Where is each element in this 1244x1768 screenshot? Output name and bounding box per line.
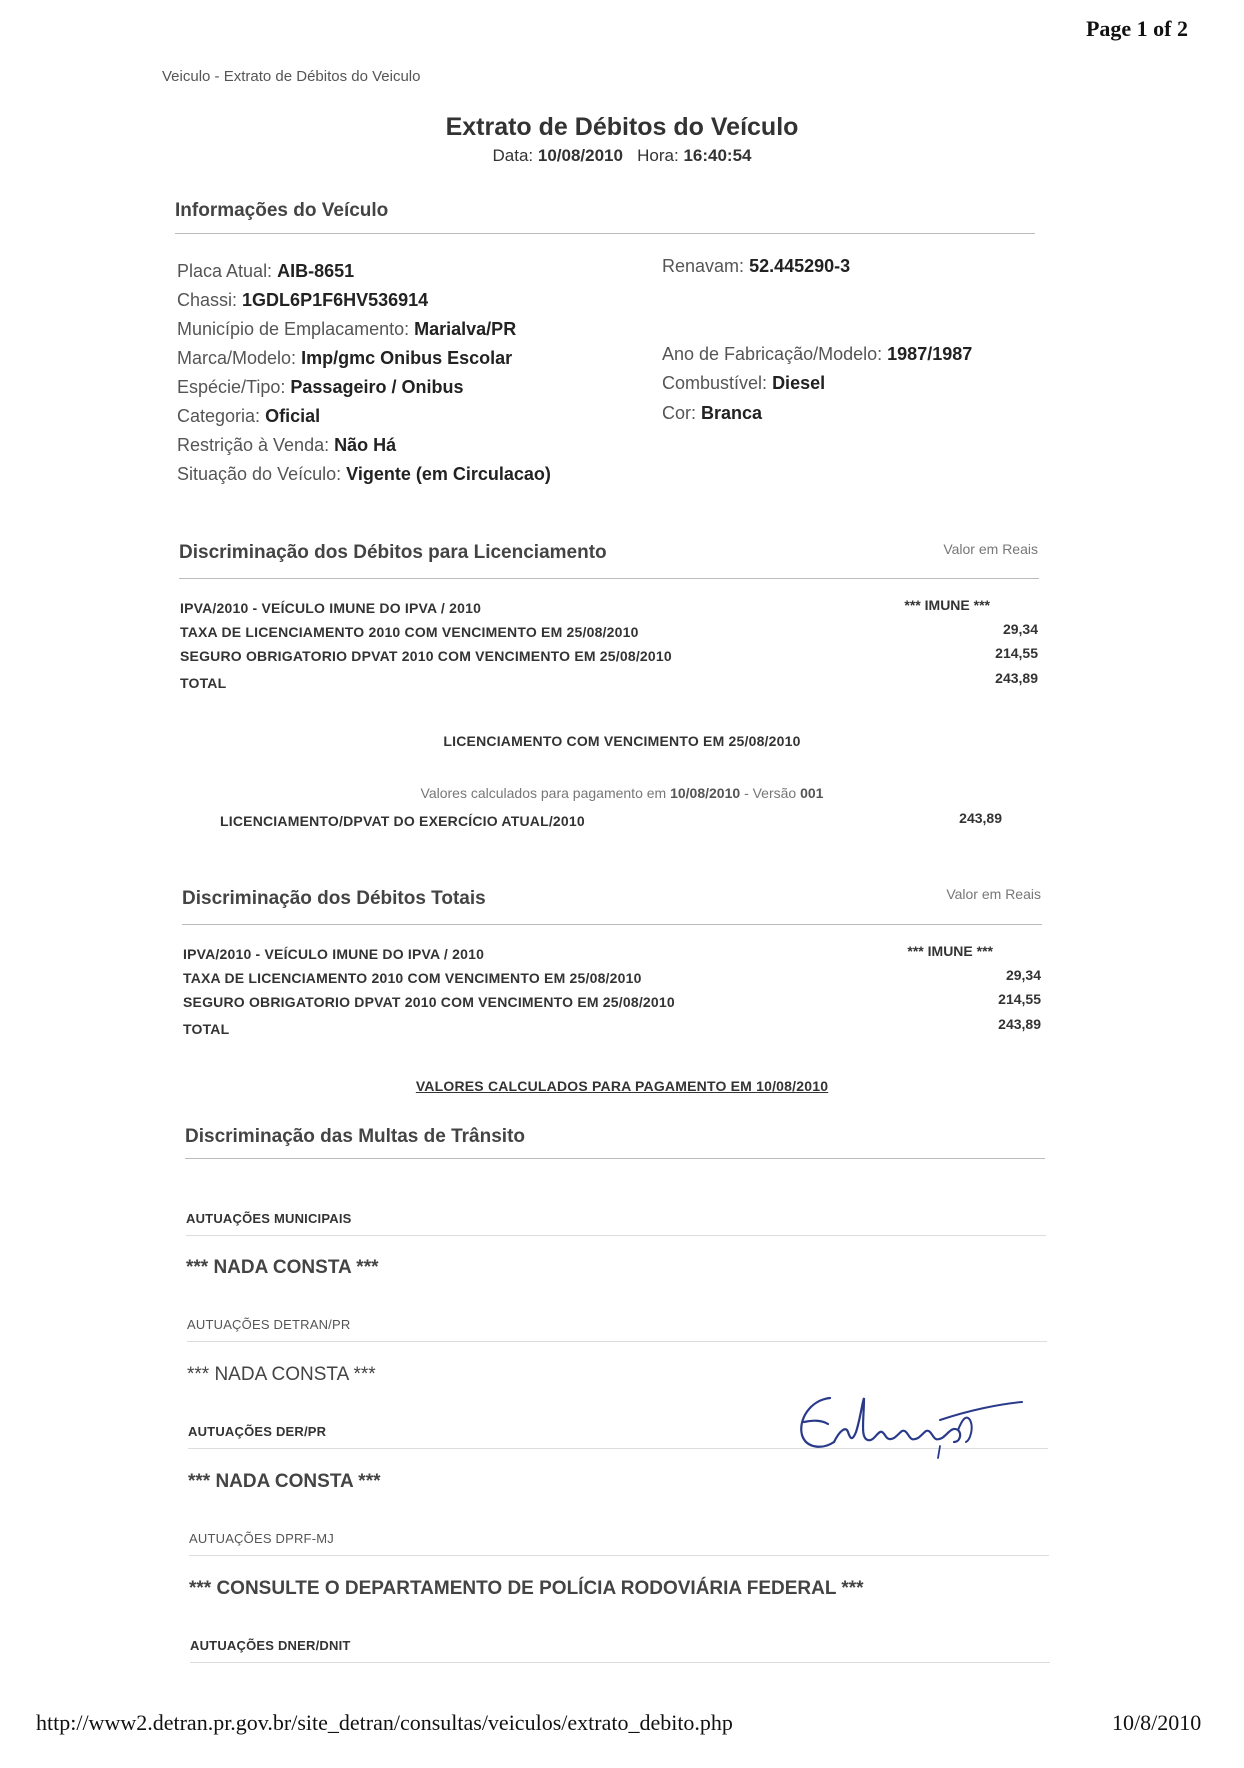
placa-field [177,261,354,282]
divider [189,1555,1049,1556]
combustivel-value: Diesel [772,373,826,393]
cor-value: Branca [701,403,763,423]
calc-note-suffix: - Versão [744,785,797,801]
combustivel-label: Combustível: [662,373,768,393]
divider [187,1341,1047,1342]
page-indicator: Page 1 of 2 [1085,16,1188,41]
date-label: Data: [492,146,534,165]
valor-em-reais-label: Valor em Reais [943,541,1038,557]
marca-label: Marca/Modelo: [177,348,297,368]
categoria-field [177,406,320,427]
table-row-desc: TOTAL [183,1021,230,1037]
restricao-field [177,435,396,456]
autuacoes-detran-label: AUTUAÇÕES DETRAN/PR [187,1317,351,1332]
renavam-field [662,256,850,277]
categoria-label: Categoria: [177,406,261,426]
exercicio-value: 243,89 [959,810,1002,826]
renavam-label: Renavam: [662,256,745,276]
divider [182,924,1042,925]
municipio-label: Município de Emplacamento: [177,319,410,339]
licenciamento-section-title: Discriminação dos Débitos para Licenciamento [179,542,607,563]
date-value: 10/08/2010 [537,146,623,165]
divider [175,233,1035,234]
table-row-value: *** IMUNE *** [904,597,990,613]
restricao-label: Restrição à Venda: [177,435,330,455]
renavam-value: 52.445290-3 [749,256,851,276]
autuacoes-dprf-status: *** CONSULTE O DEPARTAMENTO DE POLÍCIA RODOVIÁRIA FEDERAL *** [189,1578,864,1599]
calc-note-version: 001 [800,785,824,801]
autuacoes-municipais-label: AUTUAÇÕES MUNICIPAIS [186,1211,352,1226]
table-row-value: *** IMUNE *** [907,943,993,959]
autuacoes-der-status: *** NADA CONSTA *** [188,1471,381,1492]
footer-url: http://www2.detran.pr.gov.br/site_detran/consultas/veiculos/extrato_debito.php [36,1710,733,1735]
situacao-value: Vigente (em Circulacao) [346,464,551,484]
situacao-label: Situação do Veículo: [177,464,342,484]
divider [186,1235,1046,1236]
licenciamento-vencimento-title: LICENCIAMENTO COM VENCIMENTO EM 25/08/2010 [443,733,801,749]
multas-section-title: Discriminação das Multas de Trânsito [185,1126,525,1147]
table-row-value: 243,89 [995,670,1038,686]
autuacoes-municipais-status: *** NADA CONSTA *** [186,1257,379,1278]
divider [185,1158,1045,1159]
table-row-value: 29,34 [1002,621,1038,637]
autuacoes-der-label: AUTUAÇÕES DER/PR [188,1424,327,1439]
chassi-label: Chassi: [177,290,238,310]
document-date-time [0,146,1244,166]
table-row-desc: IPVA/2010 - VEÍCULO IMUNE DO IPVA / 2010 [183,946,485,962]
table-row-desc: TAXA DE LICENCIAMENTO 2010 COM VENCIMENTO EM 25/08/2010 [180,624,639,640]
cor-label: Cor: [662,403,697,423]
table-row-desc: IPVA/2010 - VEÍCULO IMUNE DO IPVA / 2010 [180,600,482,616]
autuacoes-dnit-label: AUTUAÇÕES DNER/DNIT [190,1638,351,1653]
browser-page-title: Veiculo - Extrato de Débitos do Veiculo [162,68,421,85]
especie-value: Passageiro / Onibus [290,377,464,397]
calc-note-prefix: Valores calculados para pagamento em [420,785,667,801]
placa-value: AIB-8651 [277,261,355,281]
table-row-desc: SEGURO OBRIGATORIO DPVAT 2010 COM VENCIMENTO EM 25/08/2010 [183,994,675,1010]
table-row-value: 214,55 [995,645,1038,661]
exercicio-label: LICENCIAMENTO/DPVAT DO EXERCÍCIO ATUAL/2010 [220,813,585,829]
vehicle-info-title: Informações do Veículo [175,200,389,221]
municipio-field [177,319,516,340]
table-row-desc: TOTAL [180,675,227,691]
time-value: 16:40:54 [683,146,752,165]
table-row-value: 29,34 [1005,967,1041,983]
time-label: Hora: [637,146,679,165]
table-row-value: 214,55 [998,991,1041,1007]
divider [179,578,1039,579]
restricao-value: Não Há [334,435,397,455]
totais-section-title: Discriminação dos Débitos Totais [182,888,486,909]
document-title: Extrato de Débitos do Veículo [445,113,799,141]
combustivel-field [662,373,825,394]
municipio-value: Marialva/PR [414,319,517,339]
marca-field [177,348,512,369]
especie-field [177,377,463,398]
autuacoes-detran-status: *** NADA CONSTA *** [187,1364,376,1385]
autuacoes-dprf-label: AUTUAÇÕES DPRF-MJ [189,1531,334,1546]
valor-em-reais-label: Valor em Reais [946,886,1041,902]
divider [190,1662,1050,1663]
especie-label: Espécie/Tipo: [177,377,286,397]
categoria-value: Oficial [265,406,321,426]
situacao-field [177,464,551,485]
placa-label: Placa Atual: [177,261,273,281]
handwritten-signature [790,1380,1030,1470]
ano-label: Ano de Fabricação/Modelo: [662,344,883,364]
ano-value: 1987/1987 [887,344,973,364]
marca-value: Imp/gmc Onibus Escolar [301,348,513,368]
cor-field [662,403,762,424]
table-row-desc: SEGURO OBRIGATORIO DPVAT 2010 COM VENCIMENTO EM 25/08/2010 [180,648,672,664]
chassi-value: 1GDL6P1F6HV536914 [242,290,429,310]
footer-date: 10/8/2010 [1112,1710,1202,1735]
valores-calculados-link[interactable]: VALORES CALCULADOS PARA PAGAMENTO EM 10/08/2010 [415,1078,829,1094]
table-row-value: 243,89 [998,1016,1041,1032]
chassi-field [177,290,428,311]
ano-field [662,344,972,365]
calc-note [0,785,1244,801]
calc-note-date: 10/08/2010 [670,785,741,801]
table-row-desc: TAXA DE LICENCIAMENTO 2010 COM VENCIMENTO EM 25/08/2010 [183,970,642,986]
